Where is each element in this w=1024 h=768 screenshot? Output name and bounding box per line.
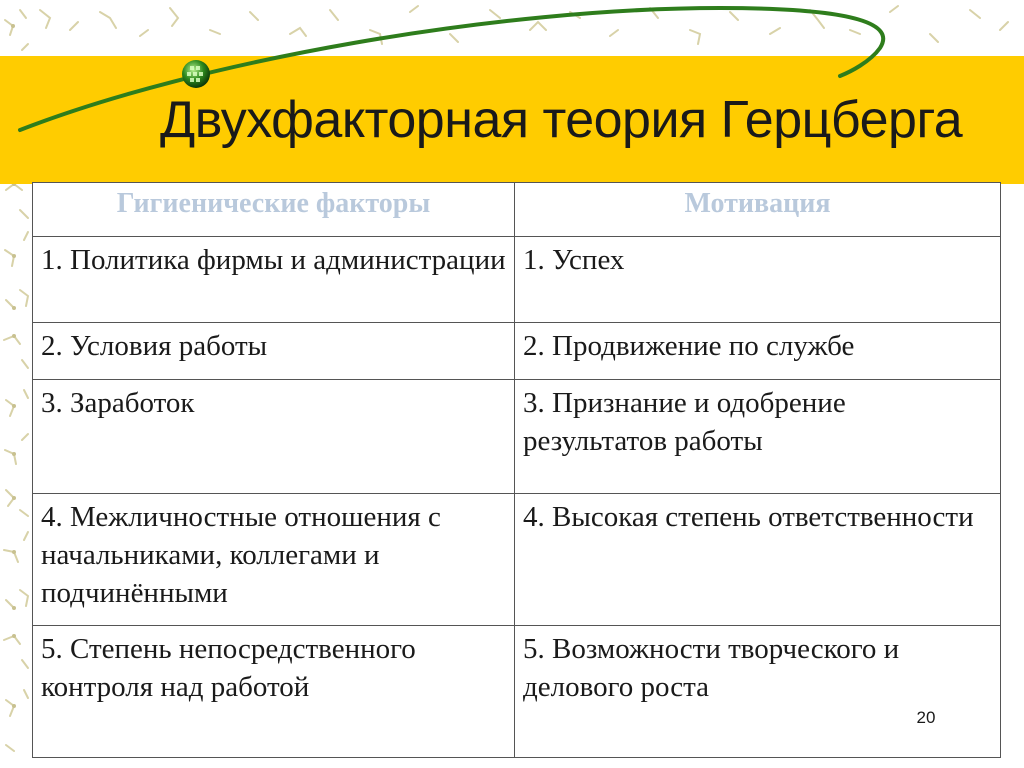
table-row bbox=[33, 494, 1001, 626]
slide-title: Двухфакторная теория Герцберга bbox=[160, 91, 963, 149]
table-row bbox=[33, 323, 1001, 380]
table-header-row bbox=[33, 183, 1001, 237]
slide-number: 20 bbox=[916, 708, 936, 727]
table-row bbox=[33, 237, 1001, 323]
motivation-cell: 4. Высокая степень ответственности bbox=[515, 494, 1001, 626]
header-hygiene-factors: Гигиенические факторы bbox=[33, 183, 515, 237]
herzberg-table bbox=[32, 182, 1001, 758]
motivation-cell: 2. Продвижение по службе bbox=[515, 323, 1001, 380]
motivation-cell: 3. Признание и одобрение результатов работы bbox=[515, 380, 1001, 494]
motivation-cell: 1. Успех bbox=[515, 237, 1001, 323]
motivation-cell: 5. Возможности творческого и делового роста bbox=[515, 626, 1001, 758]
hygiene-cell: 5. Степень непосредственного контроля над работой bbox=[33, 626, 515, 758]
table-row bbox=[33, 626, 1001, 758]
hygiene-cell: 1. Политика фирмы и администрации bbox=[33, 237, 515, 323]
hygiene-cell: 3. Заработок bbox=[33, 380, 515, 494]
hygiene-cell: 4. Межличностные отношения с начальниками, коллегами и подчинёнными bbox=[33, 494, 515, 626]
header-motivation: Мотивация bbox=[515, 183, 1001, 237]
table-row bbox=[33, 380, 1001, 494]
hygiene-cell: 2. Условия работы bbox=[33, 323, 515, 380]
